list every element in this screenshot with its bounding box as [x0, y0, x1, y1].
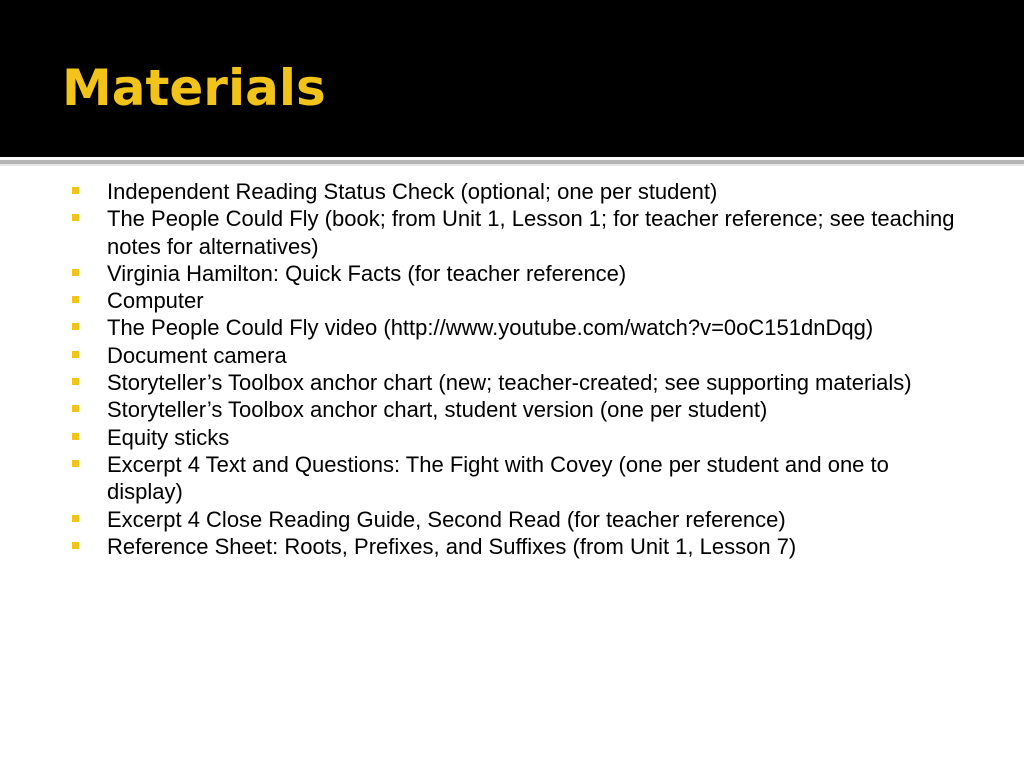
list-item: [68, 369, 968, 396]
list-item-text: Reference Sheet: Roots, Prefixes, and Suffixes (from Unit 1, Lesson 7): [107, 533, 797, 559]
list-item: [68, 396, 968, 423]
square-bullet-icon: [72, 460, 79, 467]
square-bullet-icon: [72, 214, 79, 221]
materials-list: [68, 178, 968, 560]
list-item: [68, 506, 968, 533]
square-bullet-icon: [72, 269, 79, 276]
list-item-text: Computer: [107, 288, 204, 314]
square-bullet-icon: [72, 542, 79, 549]
list-item-text: Storyteller’s Toolbox anchor chart, student version (one per student): [107, 397, 768, 423]
list-item: [68, 287, 968, 314]
list-item: [68, 205, 968, 260]
list-item-text: Excerpt 4 Text and Questions: The Fight with Covey (one per student and one to display): [107, 451, 889, 505]
title-band: [0, 0, 1024, 157]
square-bullet-icon: [72, 351, 79, 358]
list-item: [68, 342, 968, 369]
square-bullet-icon: [72, 187, 79, 194]
list-item-text: Independent Reading Status Check (optional; one per student): [107, 179, 718, 204]
list-item: [68, 533, 968, 560]
list-item: [68, 178, 968, 205]
list-item: [68, 260, 968, 287]
list-item-text: Document camera: [107, 342, 287, 368]
square-bullet-icon: [72, 433, 79, 440]
square-bullet-icon: [72, 323, 79, 330]
square-bullet-icon: [72, 515, 79, 522]
list-item: [68, 314, 968, 341]
square-bullet-icon: [72, 378, 79, 385]
list-item-text: The People Could Fly video (http://www.youtube.com/watch?v=0oC151dnDqg): [107, 315, 874, 341]
square-bullet-icon: [72, 296, 79, 303]
slide-title: Materials: [62, 59, 326, 117]
list-item-text: Excerpt 4 Close Reading Guide, Second Read (for teacher reference): [107, 506, 786, 532]
list-item-text: Virginia Hamilton: Quick Facts (for teacher reference): [107, 260, 627, 286]
square-bullet-icon: [72, 405, 79, 412]
list-item-text: Equity sticks: [107, 424, 230, 450]
title-divider-highlight: [0, 164, 1024, 166]
list-item-text: Storyteller’s Toolbox anchor chart (new; teacher-created; see supporting materials): [107, 370, 912, 396]
list-item: [68, 451, 968, 506]
list-item-text: The People Could Fly (book; from Unit 1, Lesson 1; for teacher reference; see teaching notes for alternatives): [107, 206, 955, 259]
list-item: [68, 424, 968, 451]
